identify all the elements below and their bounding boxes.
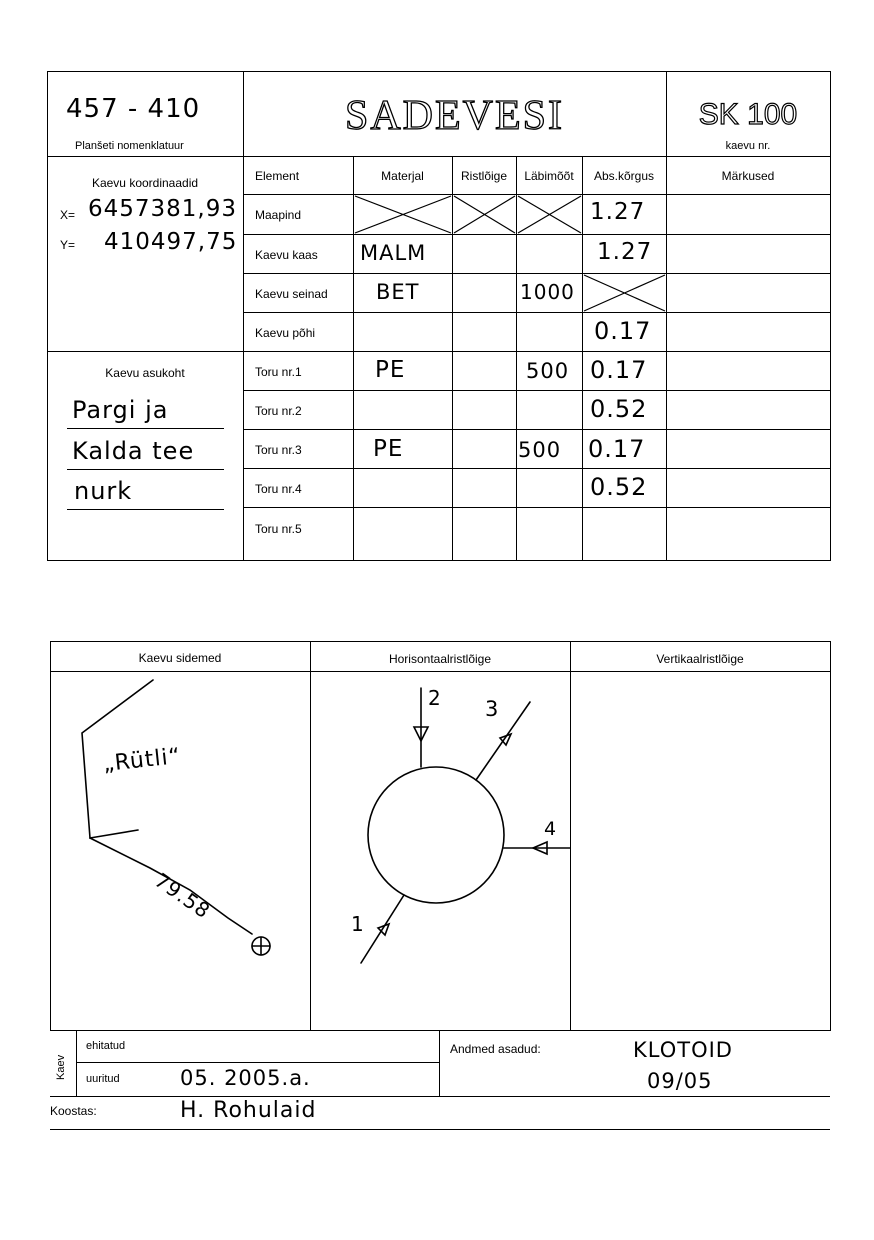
pipe-label-3: 3 [485,697,500,721]
location-line-2: Kalda tee [72,437,195,465]
row-element: Kaevu kaas [255,248,318,262]
pipe-label-2: 2 [428,686,442,710]
location-label: Kaevu asukoht [105,366,185,380]
data-value-company: KLOTOID [633,1038,733,1062]
surveyed-label: uuritud [86,1073,120,1085]
row-element: Kaevu põhi [255,326,316,340]
pipe-label-4: 4 [544,818,558,840]
nomenclature-label: Planšeti nomenklatuur [75,140,184,152]
page-title: SADEVESI [344,93,564,139]
sketch-header-connections: Kaevu sidemed [138,651,222,665]
footer-side-label: Kaev [55,1054,67,1080]
author-value: H. Rohulaid [180,1098,317,1123]
row-diameter: 1000 [520,280,575,304]
row-diameter: 500 [526,359,570,383]
row-abs: 0.52 [590,395,648,423]
row-abs: 0.52 [590,473,648,501]
well-number-label: kaevu nr. [725,140,771,152]
distance-label: 79.58 [150,868,216,924]
well-number: SK 100 [698,98,798,131]
y-coordinate: 410497,75 [104,229,238,255]
row-element: Maapind [255,208,302,222]
row-element: Toru nr.2 [255,404,302,418]
row-material: MALM [360,241,427,265]
row-element: Kaevu seinad [255,287,328,301]
row-abs: 0.17 [594,317,652,345]
x-prefix: X= [60,208,76,222]
site-name: „Rütli“ [101,743,183,778]
data-value-date: 09/05 [647,1069,713,1093]
y-prefix: Y= [60,238,76,252]
row-abs: 1.27 [590,199,646,225]
col-header-notes: Märkused [721,169,775,183]
built-label: ehitatud [86,1040,126,1052]
row-element: Toru nr.5 [255,522,302,536]
col-header-abs: Abs.kõrgus [593,169,655,183]
row-material: BET [376,280,420,304]
location-line-3: nurk [74,477,133,505]
row-abs: 1.27 [597,239,653,265]
row-diameter: 500 [518,438,562,462]
row-element: Toru nr.4 [255,482,302,496]
col-header-section: Ristlõige [460,169,508,183]
well-circle [368,767,504,903]
surveyed-value: 05. 2005.a. [180,1066,311,1090]
sketch-header-vertical: Vertikaalristlõige [656,652,744,666]
pipe-label-1: 1 [351,912,365,936]
col-header-material: Materjal [381,169,424,183]
row-material: PE [373,436,404,462]
row-abs: 0.17 [588,435,646,463]
col-header-element: Element [255,169,300,183]
coordinates-label: Kaevu koordinaadid [91,176,199,190]
nomenclature-value: 457 - 410 [66,94,201,124]
row-element: Toru nr.1 [255,365,302,379]
col-header-diameter: Läbimõõt [524,169,574,183]
row-material: PE [375,357,406,383]
location-line-1: Pargi ja [72,396,169,424]
row-abs: 0.17 [590,356,648,384]
x-coordinate: 6457381,93 [88,196,238,222]
data-label: Andmed asadud: [450,1042,541,1056]
row-element: Toru nr.3 [255,443,302,457]
author-label: Koostas: [50,1104,97,1118]
sketch-header-horizontal: Horisontaalristlõige [388,652,492,666]
